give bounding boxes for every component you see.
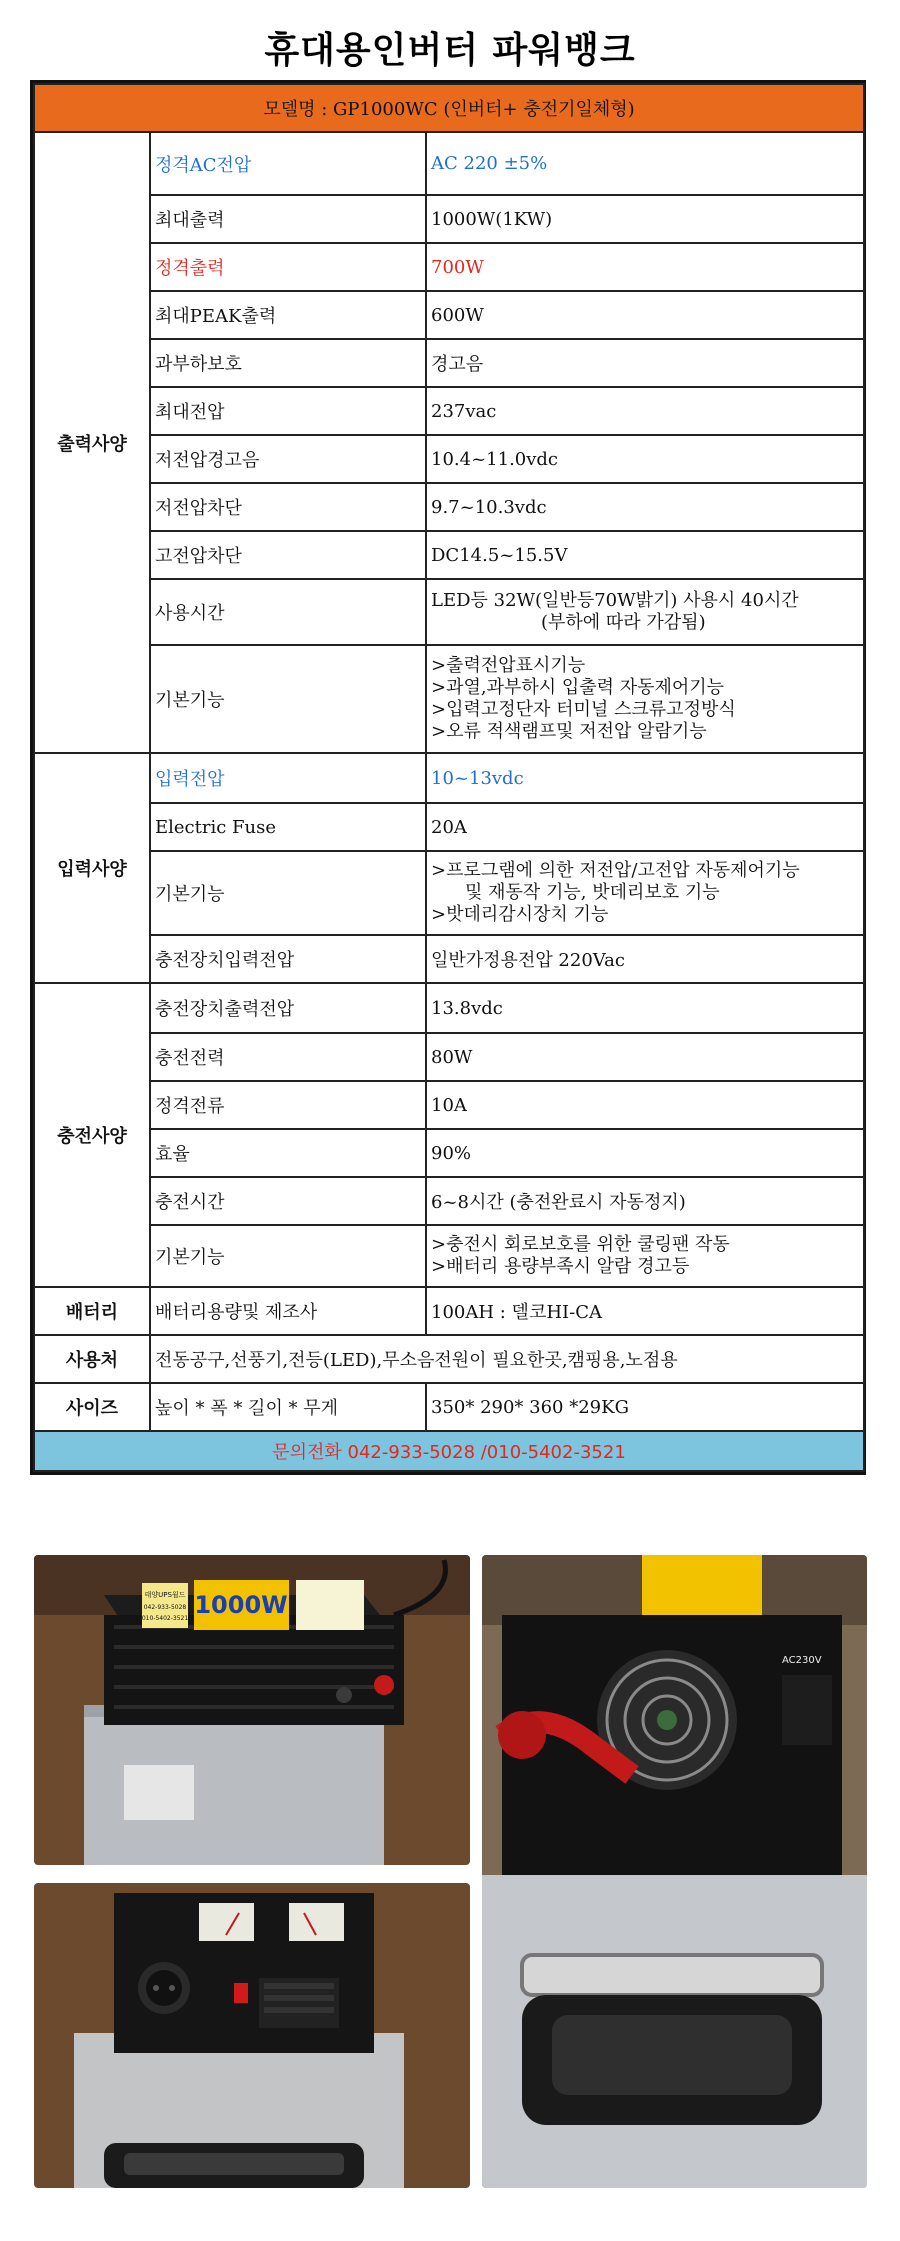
spec-label: 충전전력 xyxy=(150,1033,426,1081)
spec-value: 경고음 xyxy=(426,339,864,387)
spec-value-multiline xyxy=(426,1225,864,1287)
spec-label: 저전압차단 xyxy=(150,483,426,531)
spec-value: 20A xyxy=(426,803,864,851)
spec-value: 100AH : 델코HI-CA xyxy=(426,1287,864,1335)
value-line: >프로그램에 의한 저전압/고전압 자동제어기능 xyxy=(431,860,800,881)
spec-value: 10.4~11.0vdc xyxy=(426,435,864,483)
sticker-line: 태양UPS월드 xyxy=(144,1591,186,1599)
spec-label: 배터리용량및 제조사 xyxy=(150,1287,426,1335)
spec-label: 고전압차단 xyxy=(150,531,426,579)
section-usage: 사용처 xyxy=(34,1335,150,1383)
spec-value: AC 220 ±5% xyxy=(426,132,864,195)
spec-label: 충전시간 xyxy=(150,1177,426,1225)
value-line: >출력전압표시기능 xyxy=(431,655,586,676)
value-line: (부하에 따라 가감됨) xyxy=(541,612,706,633)
value-line: >과열,과부하시 입출력 자동제어기능 xyxy=(431,677,725,698)
spec-label: 충전장치입력전압 xyxy=(150,935,426,983)
value-line: 및 재동작 기능, 밧데리보호 기능 xyxy=(465,882,720,903)
section-charge: 충전사양 xyxy=(34,983,150,1287)
spec-label: 최대출력 xyxy=(150,195,426,243)
spec-label: 사용시간 xyxy=(150,579,426,645)
inverter-label: 1000W xyxy=(194,1591,288,1619)
spec-label: 정격전류 xyxy=(150,1081,426,1129)
spec-label: 입력전압 xyxy=(150,753,426,803)
sticker-line: 010-5402-3521 xyxy=(141,1615,189,1622)
value-line: >배터리 용량부족시 알람 경고등 xyxy=(431,1256,690,1277)
value-line: LED등 32W(일반등70W밝기) 사용시 40시간 xyxy=(431,590,799,611)
product-photo-front xyxy=(34,1883,470,2188)
product-photo-rear xyxy=(482,1555,867,2188)
spec-value: 일반가정용전압 220Vac xyxy=(426,935,864,983)
value-line: >오류 적색램프및 저전압 알람기능 xyxy=(431,721,707,742)
section-size: 사이즈 xyxy=(34,1383,150,1431)
spec-value: 13.8vdc xyxy=(426,983,864,1033)
spec-table xyxy=(30,80,866,1475)
spec-value: 6~8시간 (충전완료시 자동정지) xyxy=(426,1177,864,1225)
section-output: 출력사양 xyxy=(34,132,150,753)
spec-value: 10~13vdc xyxy=(426,753,864,803)
spec-value: 1000W(1KW) xyxy=(426,195,864,243)
section-battery: 배터리 xyxy=(34,1287,150,1335)
spec-value: 9.7~10.3vdc xyxy=(426,483,864,531)
spec-label: 효율 xyxy=(150,1129,426,1177)
spec-label: 높이 * 폭 * 길이 * 무게 xyxy=(150,1383,426,1431)
value-line: >충전시 회로보호를 위한 쿨링팬 작동 xyxy=(431,1234,730,1255)
sticker-line: 042-933-5028 xyxy=(143,1604,187,1611)
spec-value-multiline xyxy=(426,851,864,935)
page-title: 휴대용인버터 파워뱅크 xyxy=(264,30,636,71)
spec-label: 기본기능 xyxy=(150,645,426,753)
spec-label: 정격출력 xyxy=(150,243,426,291)
spec-value: 90% xyxy=(426,1129,864,1177)
contact-phone: 문의전화 042-933-5028 /010-5402-3521 xyxy=(34,1431,864,1471)
product-photo-top xyxy=(34,1555,470,1865)
spec-label: 기본기능 xyxy=(150,1225,426,1287)
spec-label: 저전압경고음 xyxy=(150,435,426,483)
spec-label: 정격AC전압 xyxy=(150,132,426,195)
value-line: >밧데리감시장치 기능 xyxy=(431,904,609,925)
spec-label: Electric Fuse xyxy=(150,803,426,851)
spec-label: 과부하보호 xyxy=(150,339,426,387)
panel-label: AC230V xyxy=(782,1655,822,1666)
spec-value: 80W xyxy=(426,1033,864,1081)
spec-label: 기본기능 xyxy=(150,851,426,935)
spec-value: DC14.5~15.5V xyxy=(426,531,864,579)
spec-value: 700W xyxy=(426,243,864,291)
spec-value-multiline xyxy=(426,579,864,645)
spec-value: 350* 290* 360 *29KG xyxy=(426,1383,864,1431)
model-header: 모델명 : GP1000WC (인버터+ 충전기일체형) xyxy=(34,84,864,132)
usage-value: 전동공구,선풍기,전등(LED),무소음전원이 필요한곳,캠핑용,노점용 xyxy=(150,1335,864,1383)
spec-value: 237vac xyxy=(426,387,864,435)
value-line: >입력고정단자 터미널 스크류고정방식 xyxy=(431,699,736,720)
spec-value: 10A xyxy=(426,1081,864,1129)
spec-label: 최대전압 xyxy=(150,387,426,435)
section-input: 입력사양 xyxy=(34,753,150,983)
spec-label: 최대PEAK출력 xyxy=(150,291,426,339)
spec-value-multiline xyxy=(426,645,864,753)
spec-label: 충전장치출력전압 xyxy=(150,983,426,1033)
spec-value: 600W xyxy=(426,291,864,339)
